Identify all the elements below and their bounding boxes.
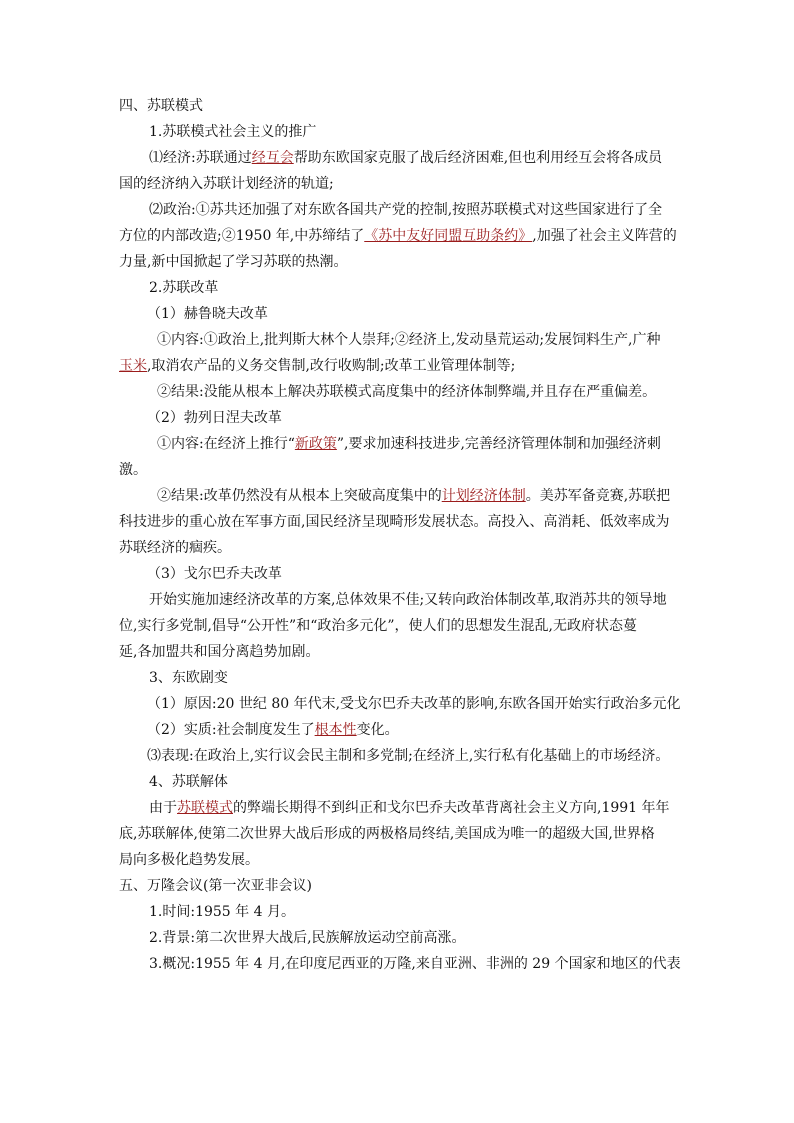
subheading-brezhnev: （2）勃列日涅夫改革: [147, 410, 282, 426]
subheading-eastern-europe: 3、东欧剧变: [149, 670, 228, 686]
paragraph-brezhnev-result-end: 苏联经济的痼疾。: [119, 540, 231, 556]
paragraph-essence: （2）实质:社会制度发生了根本性变化。: [147, 722, 399, 738]
paragraph-politics-cont: 方位的内部改造;②1950 年,中苏缔结了《苏中友好同盟互助条约》,加强了社会主义阵营的: [119, 228, 677, 244]
paragraph-politics: ⑵政治:①苏共还加强了对东欧各国共产党的控制,按照苏联模式对这些国家进行了全: [149, 202, 663, 218]
link-new-policy[interactable]: 新政策: [294, 436, 337, 452]
link-corn[interactable]: 玉米: [119, 358, 147, 374]
paragraph-dissolution: 由于苏联模式的弊端长期得不到纠正和戈尔巴乔夫改革背离社会主义方向,1991 年年: [149, 800, 670, 816]
subheading-promotion: 1.苏联模式社会主义的推广: [149, 124, 317, 140]
paragraph-gorbachev-cont: 位,实行多党制,倡导“公开性”和“政治多元化”，使人们的思想发生混乱,无政府状态蔓: [119, 618, 637, 634]
paragraph-brezhnev-content-cont: 激。: [119, 462, 147, 478]
section-heading-5: 五、万隆会议(第一次亚非会议): [119, 878, 312, 894]
paragraph-brezhnev-content: ①内容:在经济上推行“新政策”,要求加速科技进步,完善经济管理体制和加强经济刺: [157, 436, 661, 452]
document-body: [119, 93, 679, 977]
subheading-dissolution: 4、苏联解体: [149, 774, 228, 790]
paragraph-khrushchev-content: ①内容:①政治上,批判斯大林个人崇拜;②经济上,发动垦荒运动;发展饲料生产,广种: [157, 332, 661, 348]
paragraph-economy-cont: 国的经济纳入苏联计划经济的轨道;: [119, 176, 334, 192]
link-treaty[interactable]: 《苏中友好同盟互助条约》: [364, 228, 533, 244]
paragraph-dissolution-cont: 底,苏联解体,使第二次世界大战后形成的两极格局终结,美国成为唯一的超级大国,世界格: [119, 826, 655, 842]
paragraph-cause: （1）原因:20 世纪 80 年代末,受戈尔巴乔夫改革的影响,东欧各国开始实行政治多元化: [147, 696, 681, 712]
paragraph-khrushchev-result: ②结果:没能从根本上解决苏联模式高度集中的经济体制弊端,并且存在严重偏差。: [157, 384, 657, 400]
link-comecon[interactable]: 经互会: [251, 150, 294, 166]
paragraph-manifestation: ⑶表现:在政治上,实行议会民主制和多党制;在经济上,实行私有化基础上的市场经济。: [147, 748, 670, 764]
paragraph-gorbachev: 开始实施加速经济改革的方案,总体效果不佳;又转向政治体制改革,取消苏共的领导地: [149, 592, 667, 608]
subheading-khrushchev: （1）赫鲁晓夫改革: [147, 306, 268, 322]
paragraph-bandung-background: 2.背景:第二次世界大战后,民族解放运动空前高涨。: [149, 930, 466, 946]
section-heading-4: 四、苏联模式: [119, 98, 203, 114]
link-soviet-model[interactable]: 苏联模式: [177, 800, 233, 816]
paragraph-brezhnev-result-cont: 科技进步的重心放在军事方面,国民经济呈现畸形发展状态。高投入、高消耗、低效率成为: [119, 514, 670, 530]
paragraph-dissolution-end: 局向多极化趋势发展。: [119, 852, 259, 868]
paragraph-bandung-time: 1.时间:1955 年 4 月。: [149, 904, 295, 920]
paragraph-khrushchev-content-cont: 玉米,取消农产品的义务交售制,改行收购制;改革工业管理体制等;: [119, 358, 516, 374]
paragraph-politics-end: 力量,新中国掀起了学习苏联的热潮。: [119, 254, 348, 270]
subheading-reform: 2.苏联改革: [149, 280, 219, 296]
subheading-gorbachev: （3）戈尔巴乔夫改革: [147, 566, 282, 582]
paragraph-bandung-overview: 3.概况:1955 年 4 月,在印度尼西亚的万隆,来自亚洲、非洲的 29 个国家和地区的代表: [149, 956, 681, 972]
paragraph-economy: ⑴经济:苏联通过经互会帮助东欧国家克服了战后经济困难,但也利用经互会将各成员: [149, 150, 663, 166]
link-planned-economy[interactable]: 计划经济体制: [441, 488, 526, 504]
paragraph-gorbachev-end: 延,各加盟共和国分离趋势加剧。: [119, 644, 320, 660]
paragraph-brezhnev-result: ②结果:改革仍然没有从根本上突破高度集中的计划经济体制。美苏军备竞赛,苏联把: [157, 488, 671, 504]
link-fundamental[interactable]: 根本性: [314, 722, 357, 738]
